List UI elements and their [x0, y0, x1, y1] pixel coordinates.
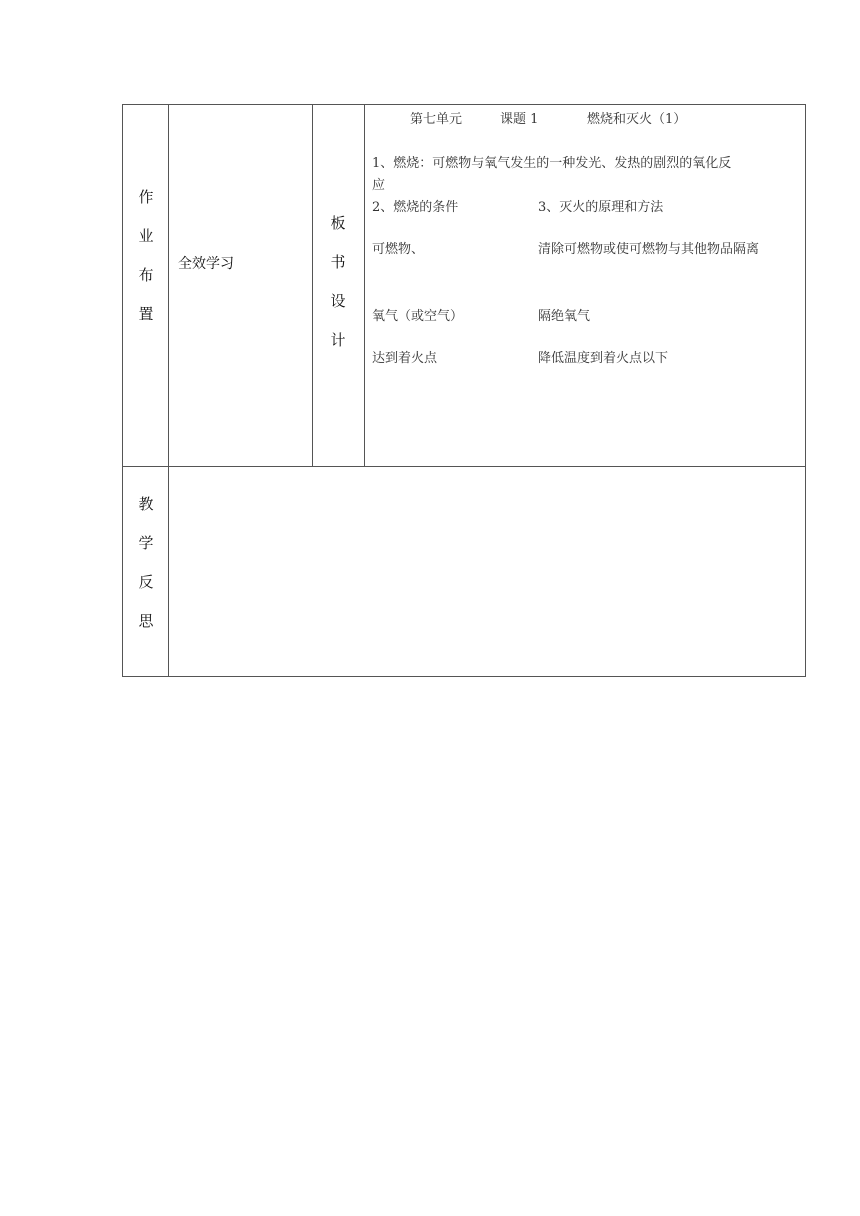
table-border-left — [122, 104, 123, 677]
homework-content: 全效学习 — [178, 256, 234, 272]
homework-label-char: 置 — [138, 305, 154, 323]
board-label-char: 计 — [330, 331, 346, 349]
board-label-char: 板 — [330, 214, 346, 232]
board-title-topic: 燃烧和灭火（1） — [587, 112, 687, 127]
reflection-label-char: 教 — [138, 495, 154, 513]
board-title-lesson: 课题 1 — [500, 112, 539, 127]
reflection-label-char: 思 — [138, 612, 154, 630]
table-border-top — [122, 104, 806, 105]
homework-label-char: 布 — [138, 266, 154, 284]
method-item: 降低温度到着火点以下 — [538, 351, 669, 366]
row-divider — [122, 466, 806, 467]
combustion-definition: 1、燃烧：可燃物与氧气发生的一种发光、发热的剧烈的氧化反 — [372, 156, 732, 171]
combustion-definition-continued: 应 — [372, 178, 386, 193]
method-item: 隔绝氧气 — [538, 309, 591, 324]
reflection-label-char: 反 — [138, 573, 154, 591]
label-column-divider — [168, 104, 169, 677]
lesson-plan-table — [122, 104, 806, 677]
board-design-label — [330, 216, 346, 348]
methods-heading: 3、灭火的原理和方法 — [538, 200, 664, 215]
board-title-unit: 第七单元 — [410, 112, 463, 127]
board-label-char: 设 — [330, 292, 346, 310]
board-label-divider — [364, 104, 365, 467]
board-label-char: 书 — [330, 253, 346, 271]
reflection-label-char: 学 — [138, 534, 154, 552]
reflection-label — [138, 497, 154, 629]
table-border-bottom — [122, 676, 806, 677]
condition-item: 达到着火点 — [372, 351, 438, 366]
condition-item: 可燃物、 — [372, 242, 425, 257]
homework-label-char: 作 — [138, 188, 154, 206]
homework-label-char: 业 — [138, 227, 154, 245]
homework-label — [138, 190, 154, 322]
homework-content-divider — [312, 104, 313, 467]
method-item: 清除可燃物或使可燃物与其他物品隔离 — [538, 242, 760, 257]
table-border-right — [805, 104, 806, 677]
condition-item: 氧气（或空气） — [372, 309, 464, 324]
conditions-heading: 2、燃烧的条件 — [372, 200, 459, 215]
